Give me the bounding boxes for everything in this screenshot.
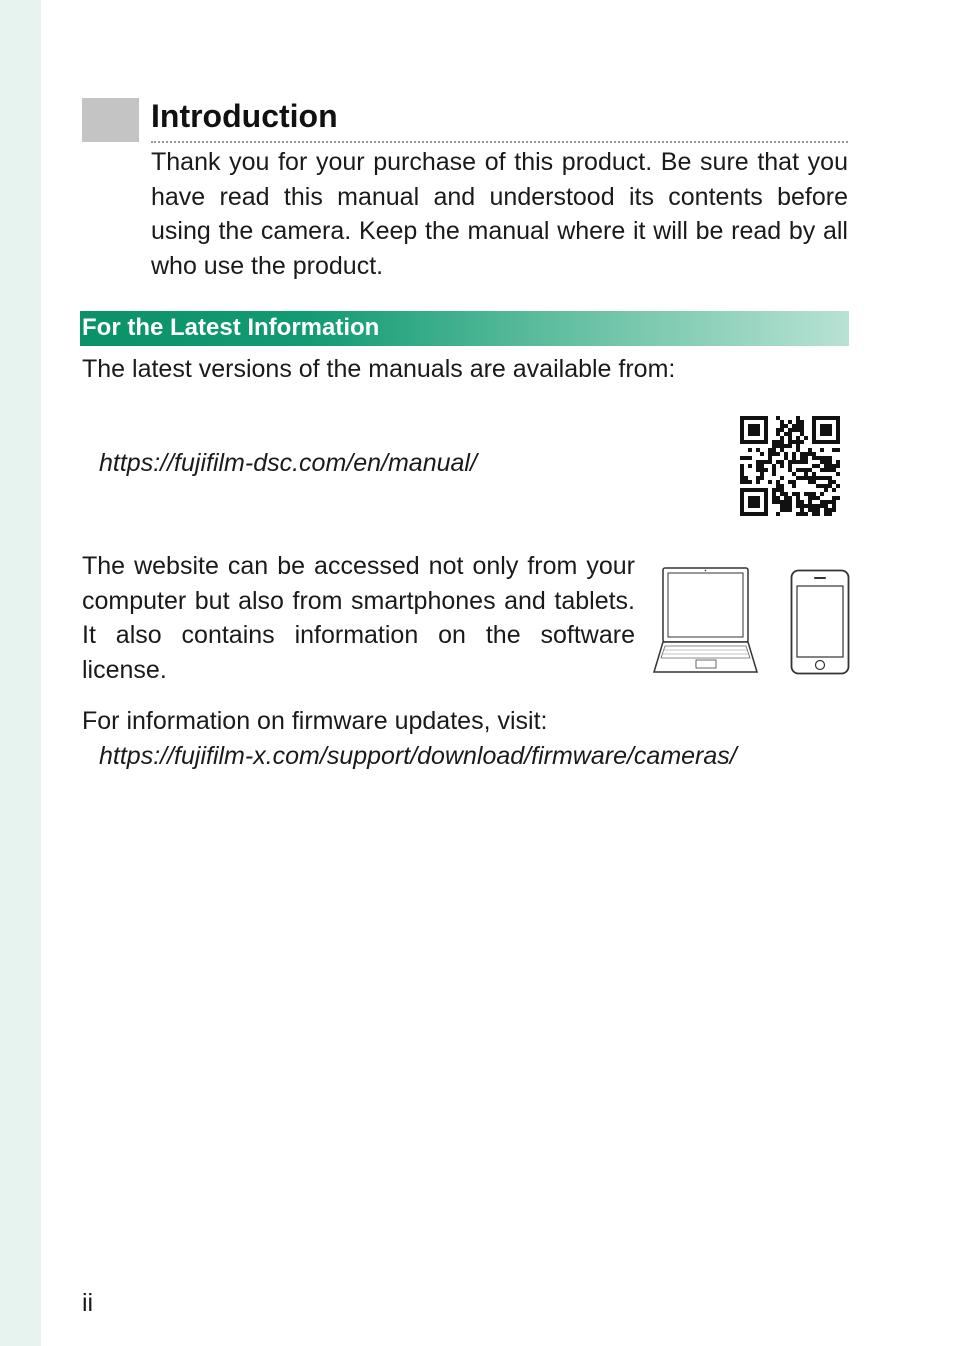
firmware-paragraph: For information on firmware updates, visit:	[82, 707, 548, 735]
smartphone-icon	[790, 569, 850, 675]
manual-url-link[interactable]: https://fujifilm-dsc.com/en/manual/	[99, 449, 477, 477]
side-margin-strip	[0, 0, 41, 1346]
page-number: ii	[82, 1289, 94, 1317]
manuals-paragraph: The latest versions of the manuals are available from:	[82, 355, 676, 383]
title-divider	[151, 141, 848, 143]
qr-code-icon	[740, 416, 840, 516]
firmware-url-link[interactable]: https://fujifilm-x.com/support/download/firmware/cameras/	[99, 742, 737, 770]
intro-paragraph: Thank you for your purchase of this product. Be sure that you have read this manual and understood its contents before using the camera. Keep the manual where it will be read by all who use the product.	[151, 148, 848, 280]
access-paragraph: The website can be accessed not only from your computer but also from smartphones and tablets. It also contains information on the software license.	[82, 552, 635, 684]
section-marker	[82, 98, 139, 142]
page-title: Introduction	[151, 98, 338, 134]
section-heading: For the Latest Information	[82, 314, 380, 341]
section-heading-band	[80, 311, 849, 346]
laptop-icon	[653, 565, 758, 675]
